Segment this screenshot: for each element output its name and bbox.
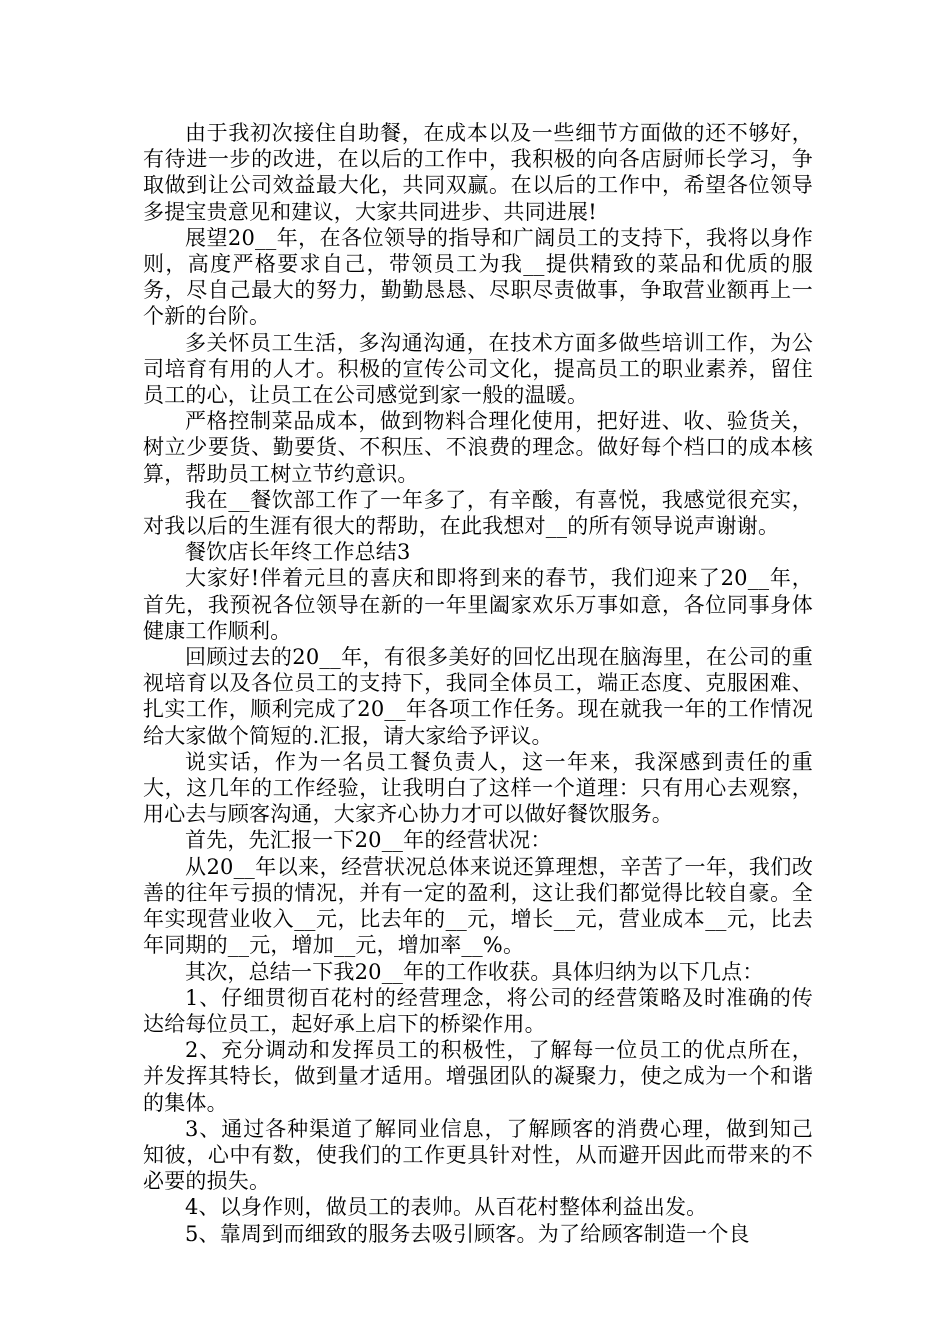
paragraph: 多关怀员工生活，多沟通沟通，在技术方面多做些培训工作，为公司培育有用的人才。积极的宣传公司文化，提高员工的职业素养，留住员工的心，让员工在公司感觉到家一般的温暖。 [143,330,813,408]
paragraph: 大家好!伴着元旦的喜庆和即将到来的春节，我们迎来了20__年，首先，我预祝各位领导在新的一年里阖家欢乐万事如意，各位同事身体健康工作顺利。 [143,566,813,643]
paragraph: 展望20__年，在各位领导的指导和广阔员工的支持下，我将以身作则，高度严格要求自己，带领员工为我__提供精致的菜品和优质的服务，尽自己最大的努力，勤勤恳恳、尽职尽责做事，争取营业额再上一个新的台阶。 [143,225,813,329]
paragraph: 其次，总结一下我20__年的工作收获。具体归纳为以下几点： [185,959,764,984]
document-body [143,120,813,1247]
paragraph: 由于我初次接住自助餐，在成本以及一些细节方面做的还不够好，有待进一步的改进，在以后的工作中，我积极的向各店厨师长学习，争取做到让公司效益最大化，共同双赢。在以后的工作中，希望各位领导多提宝贵意见和建议，大家共同进步、共同进展! [143,121,813,224]
section-heading: 餐饮店长年终工作总结3 [185,540,411,565]
list-item: 5、靠周到而细致的服务去吸引顾客。为了给顾客制造一个良 [185,1221,750,1246]
list-item: 3、通过各种渠道了解同业信息，了解顾客的消费心理，做到知己知彼，心中有数，使我们的工作更具针对性，从而避开因此而带来的不必要的损失。 [143,1116,813,1194]
paragraph: 说实话，作为一名员工餐负责人，这一年来，我深感到责任的重大，这几年的工作经验，让我明白了这样一个道理：只有用心去观察，用心去与顾客沟通，大家齐心协力才可以做好餐饮服务。 [143,749,813,827]
paragraph: 我在__餐饮部工作了一年多了，有辛酸，有喜悦，我感觉很充实，对我以后的生涯有很大的帮助，在此我想对__的所有领导说声谢谢。 [143,487,813,539]
list-item: 2、充分调动和发挥员工的积极性，了解每一位员工的优点所在，并发挥其特长，做到量才适用。增强团队的凝聚力，使之成为一个和谐的集体。 [143,1038,813,1115]
paragraph: 从20__年以来，经营状况总体来说还算理想，辛苦了一年，我们改善的往年亏损的情况，并有一定的盈利，这让我们都觉得比较自豪。全年实现营业收入__元，比去年的__元，增长__元，营业成本__元，比去年同期的__元，增加__元，增加率__%。 [143,854,813,958]
list-item: 1、仔细贯彻百花村的经营理念，将公司的经营策略及时准确的传达给每位员工，起好承上启下的桥梁作用。 [143,985,813,1036]
paragraph: 首先，先汇报一下20__年的经营状况： [185,828,552,853]
list-item: 4、以身作则，做员工的表帅。从百花村整体利益出发。 [185,1195,708,1220]
paragraph: 严格控制菜品成本，做到物料合理化使用，把好进、收、验货关，树立少要货、勤要货、不积压、不浪费的理念。做好每个档口的成本核算，帮助员工树立节约意识。 [143,409,813,486]
paragraph: 回顾过去的20__年，有很多美好的回忆出现在脑海里，在公司的重视培育以及各位员工的支持下，我同全体员工，端正态度、克服困难、扎实工作，顺利完成了20__年各项工作任务。现在就我一年的工作情况给大家做个简短的.汇报，请大家给予评议。 [143,645,813,748]
